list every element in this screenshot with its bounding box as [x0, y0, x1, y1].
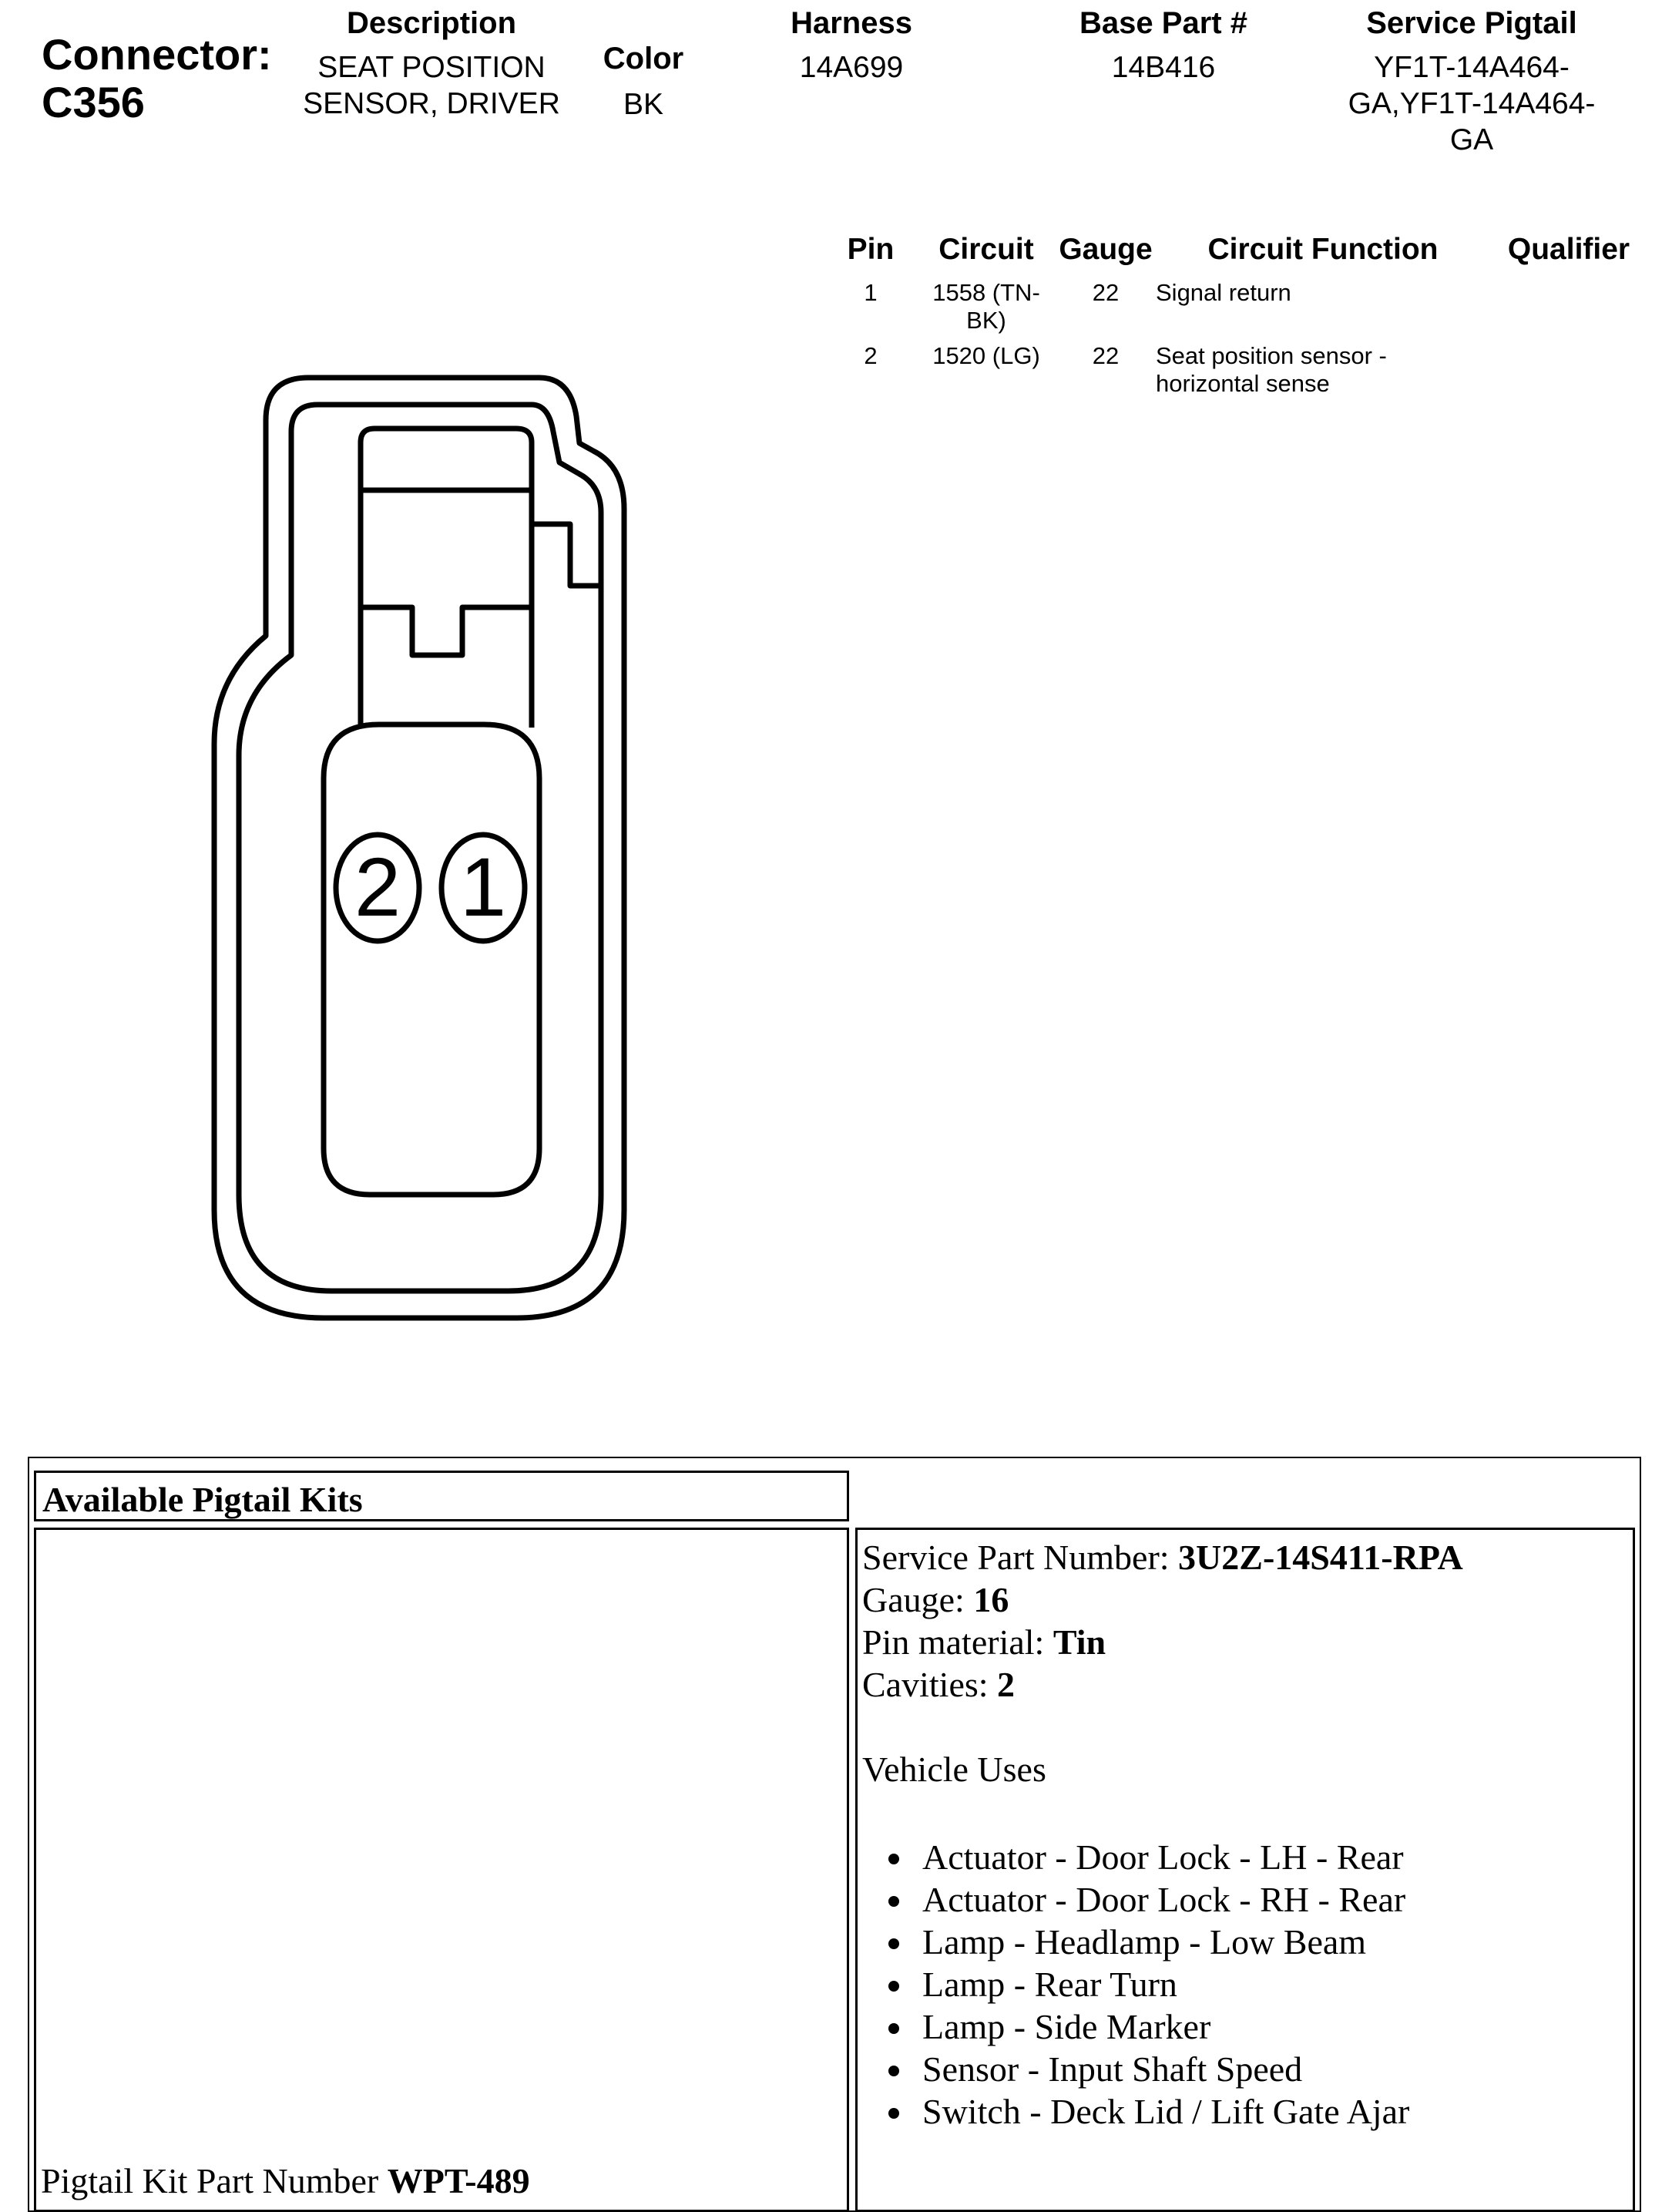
pigtail-kit-part-number: Pigtail Kit Part Number WPT-489 — [41, 2161, 530, 2200]
pigtail-kits-title: Available Pigtail Kits — [34, 1471, 849, 1521]
vehicle-use-item: • Actuator - Door Lock - RH - Rear — [915, 1878, 1628, 1921]
row2-pin: 2 — [864, 342, 878, 369]
vehicle-use-item: • Lamp - Rear Turn — [915, 1963, 1628, 2005]
color-value: BK — [623, 88, 664, 121]
service-pigtail-value: YF1T-14A464- GA,YF1T-14A464- GA — [1348, 51, 1596, 156]
vehicle-use-item: • Lamp - Headlamp - Low Beam — [915, 1921, 1628, 1963]
row2-circuit: 1520 (LG) — [932, 342, 1040, 369]
col-qualifier: Qualifier — [1507, 233, 1630, 266]
service-part-number: Service Part Number: 3U2Z-14S411-RPA — [862, 1538, 1463, 1577]
row1-pin: 1 — [864, 279, 878, 306]
vehicle-use-item: • Sensor - Input Shaft Speed — [915, 2048, 1628, 2090]
vehicle-uses-heading: Vehicle Uses — [862, 1750, 1046, 1789]
cavities: Cavities: 2 — [862, 1665, 1016, 1704]
connector-label: Connector: — [42, 30, 272, 79]
vehicle-use-item: • Switch - Deck Lid / Lift Gate Ajar — [915, 2090, 1628, 2133]
description-label: Description — [346, 6, 517, 40]
row2-function: Seat position sensor - horizontal sense — [1156, 342, 1387, 397]
row2-gauge: 22 — [1092, 342, 1120, 369]
row1-circuit: 1558 (TN- BK) — [932, 279, 1040, 334]
description-value: SEAT POSITION SENSOR, DRIVER — [303, 51, 560, 120]
row1-gauge: 22 — [1092, 279, 1120, 306]
col-circuit: Circuit — [938, 233, 1034, 266]
connector-face-diagram — [0, 0, 693, 1387]
service-pigtail-label: Service Pigtail — [1366, 6, 1577, 40]
pin-2-label: 2 — [354, 840, 401, 933]
pin-material: Pin material: Tin — [862, 1622, 1106, 1662]
pin-table — [840, 233, 1649, 418]
color-label: Color — [603, 42, 684, 76]
row1-function: Signal return — [1156, 279, 1291, 306]
pin-cavity-1 — [442, 835, 525, 941]
vehicle-use-item: • Actuator - Door Lock - LH - Rear — [915, 1836, 1628, 1878]
pigtail-kit-image-cell — [34, 1528, 849, 2212]
harness-label: Harness — [791, 6, 912, 40]
col-gauge: Gauge — [1059, 233, 1153, 266]
kit-gauge: Gauge: 16 — [862, 1580, 1009, 1619]
pigtail-kit-details-cell — [855, 1528, 1635, 2212]
connector-outline — [214, 378, 624, 1318]
base-part-value: 14B416 — [1111, 51, 1216, 84]
col-pin: Pin — [847, 233, 895, 266]
vehicle-uses-list — [862, 1836, 1628, 2133]
pin-cavity-2 — [336, 835, 419, 941]
vehicle-use-item: • Lamp - Side Marker — [915, 2005, 1628, 2048]
pin-1-label: 1 — [459, 840, 507, 933]
base-part-label: Base Part # — [1079, 6, 1247, 40]
harness-value: 14A699 — [799, 51, 904, 84]
col-circuit-function: Circuit Function — [1207, 233, 1439, 266]
connector-id: C356 — [42, 78, 145, 126]
